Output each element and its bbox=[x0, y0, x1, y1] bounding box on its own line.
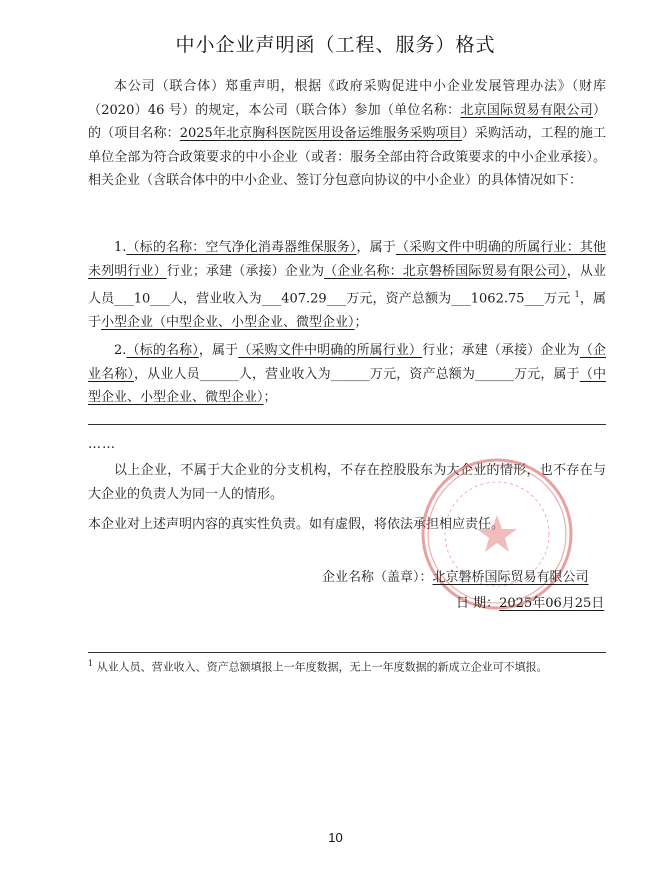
footnote-mark: 1 bbox=[88, 659, 94, 668]
date-label: 日 期： bbox=[456, 596, 500, 611]
item-1-text: ，属于 bbox=[356, 240, 396, 255]
item-2-size-options: （中型企业、小型企业、微型企业） bbox=[88, 366, 606, 405]
item-1-revenue: 407.29 bbox=[281, 291, 327, 307]
divider bbox=[88, 424, 606, 425]
page-number: 10 bbox=[328, 830, 343, 845]
signature-date bbox=[456, 594, 604, 614]
intro-paragraph bbox=[88, 75, 606, 193]
notes-paragraph: 以上企业，不属于大企业的分支机构，不存在控股股东为大企业的情形，也不存在与大企业的负责人为同一人的情形。 bbox=[88, 463, 606, 502]
item-1-assets: 1062.75 bbox=[470, 291, 525, 307]
project-name: 2025年北京胸科医院医用设备运维服务采购项目 bbox=[179, 126, 462, 141]
item-1-size: 小型企业 bbox=[101, 314, 154, 330]
footnote bbox=[88, 656, 618, 676]
intro-text-2: ）的（项目名称： bbox=[88, 102, 606, 141]
item-1-text: ，属于 bbox=[88, 291, 606, 330]
item-2-text: 万元，资产总额为 bbox=[369, 366, 475, 382]
page-title: 中小企业声明函（工程、服务）格式 bbox=[175, 34, 496, 56]
item-1-revenue-field: ___407.29___ bbox=[261, 291, 347, 307]
item-2-assets-blank: ______ bbox=[475, 366, 514, 382]
item-1-text: 万元，资产总额为 bbox=[346, 291, 452, 307]
item-1-number: 1. bbox=[114, 240, 127, 255]
company-label: 企业名称（盖章）： bbox=[322, 570, 433, 585]
date-value: 2025年06月25日 bbox=[499, 596, 605, 611]
item-1-size-options: （中型企业、小型企业、微型企业） bbox=[153, 314, 355, 330]
intro-text-1: 本公司（联合体）郑重声明，根据《政府采购促进中小企业发展管理办法》（财库（2020）46 号）的规定，本公司（联合体）参加（单位名称： bbox=[88, 79, 606, 118]
signature-company bbox=[322, 568, 589, 588]
item-1-paragraph bbox=[88, 236, 606, 334]
item-2-employees-blank: ______ bbox=[199, 366, 239, 382]
item-1-text: 人，营业收入为 bbox=[169, 291, 262, 307]
item-1-employees: 10 bbox=[133, 291, 151, 307]
item-1-subject: （标的名称：空气净化消毒器维保服务） bbox=[126, 240, 357, 255]
company-name: 北京磐桥国际贸易有限公司 bbox=[432, 570, 589, 585]
item-2-company: （企业名称） bbox=[88, 343, 606, 382]
intro-text-3: ）采购活动，工程的施工单位全部为符合政策要求的中小企业（或者：服务全部由符合政策要求的中小企业承接）。相关企业（含联合体中的中小企业、签订分包意向协议的中小企业）的具体情况如下： bbox=[88, 126, 606, 188]
item-2-revenue-blank: ______ bbox=[330, 366, 370, 382]
footnote-text: 从业人员、营业收入、资产总额填报上一年度数据，无上一年度数据的新成立企业可不填报。 bbox=[96, 660, 548, 674]
footnote-divider bbox=[88, 652, 606, 653]
item-2-paragraph bbox=[88, 339, 606, 410]
item-1-text: ； bbox=[354, 314, 368, 330]
item-1-company: （企业名称：北京磐桥国际贸易有限公司） bbox=[324, 263, 567, 279]
item-2-text: 万元，属于 bbox=[514, 366, 580, 382]
item-1-employees-field: ___10___ bbox=[114, 291, 170, 307]
item-2-text: ，属于 bbox=[198, 343, 239, 358]
item-1-assets-field: ___1062.75___ bbox=[451, 291, 545, 307]
footnote-reference: 1 bbox=[574, 290, 580, 299]
unit-name: 北京国际贸易有限公司 bbox=[460, 102, 593, 118]
item-2-text: 行业；承建（承接）企业为 bbox=[422, 343, 580, 358]
item-2-industry: （采购文件中明确的所属行业） bbox=[238, 343, 423, 358]
item-1-text: 万元 bbox=[544, 291, 571, 307]
item-1-industry: （采购文件中明确的所属行业：其他未列明行业） bbox=[88, 240, 606, 279]
item-1-text: 行业；承建（承接）企业为 bbox=[166, 263, 325, 279]
ellipsis: …… bbox=[88, 437, 116, 452]
item-2-text: 人，营业收入为 bbox=[238, 366, 331, 382]
item-1-text: ，从业人员 bbox=[88, 263, 606, 307]
responsibility-paragraph: 本企业对上述声明内容的真实性负责。如有虚假，将依法承担相应责任。 bbox=[88, 517, 505, 532]
item-2-text: ； bbox=[263, 390, 277, 405]
item-2-subject: （标的名称） bbox=[126, 343, 199, 358]
item-2-text: ，从业人员 bbox=[134, 366, 200, 382]
item-2-number: 2. bbox=[114, 343, 127, 358]
